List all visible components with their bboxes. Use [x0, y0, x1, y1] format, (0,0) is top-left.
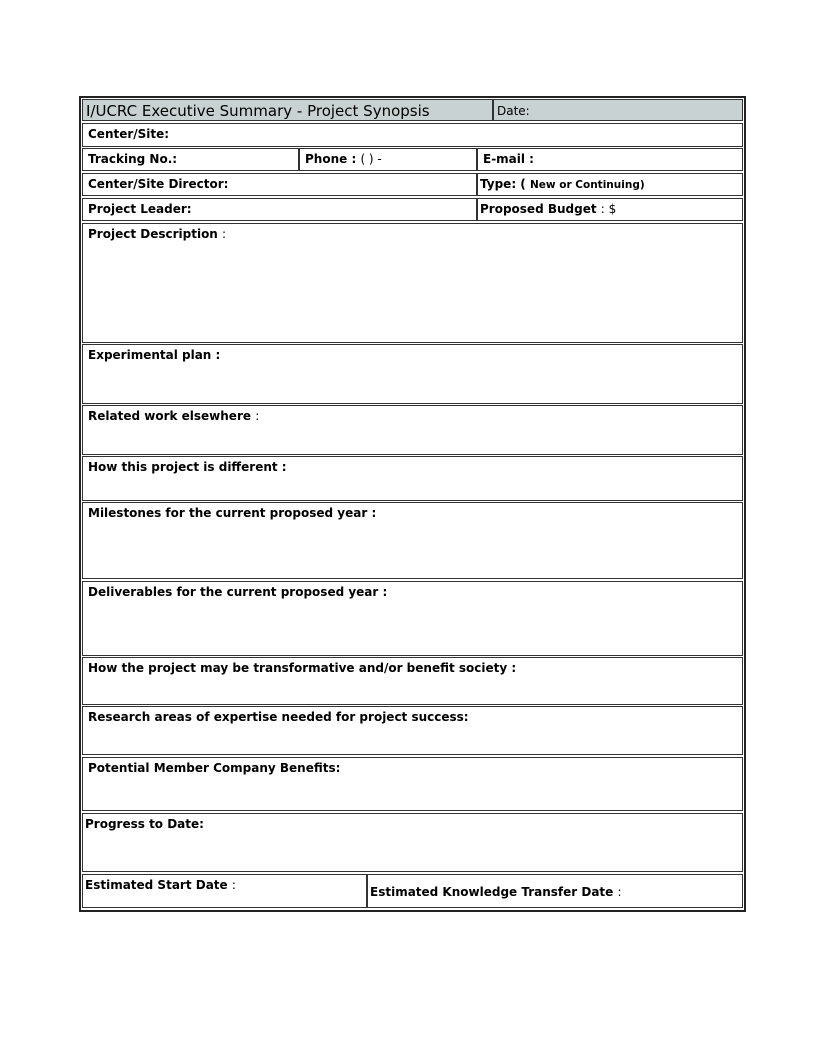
phone-format: ( ) -: [360, 152, 382, 166]
type-field[interactable]: [477, 173, 743, 196]
experimental-plan-label: Experimental plan :: [88, 348, 221, 362]
transfer-date-field[interactable]: [367, 874, 743, 908]
type-options: New or Continuing): [529, 179, 645, 191]
form-title: I/UCRC Executive Summary - Project Synopsis: [82, 99, 493, 121]
related-work-label: Related work elsewhere: [88, 409, 251, 423]
experimental-plan-field[interactable]: [82, 344, 743, 404]
phone-label: Phone :: [305, 152, 357, 166]
director-label: Center/Site Director:: [88, 177, 229, 191]
director-field[interactable]: [82, 173, 477, 196]
project-description-suffix: :: [222, 227, 227, 241]
transformative-field[interactable]: [82, 657, 743, 705]
how-different-field[interactable]: [82, 456, 743, 501]
project-leader-field[interactable]: [82, 198, 477, 221]
progress-label: Progress to Date:: [85, 817, 204, 831]
center-site-label: Center/Site:: [88, 127, 170, 141]
start-date-suffix: :: [231, 878, 236, 892]
date-field[interactable]: Date:: [493, 99, 743, 121]
budget-field[interactable]: [477, 198, 743, 221]
email-field[interactable]: [477, 148, 743, 171]
start-date-field[interactable]: [82, 874, 367, 908]
type-label: Type: (: [480, 177, 526, 191]
deliverables-field[interactable]: [82, 581, 743, 656]
milestones-field[interactable]: [82, 502, 743, 579]
phone-field[interactable]: [299, 148, 477, 171]
tracking-field[interactable]: [82, 148, 299, 171]
research-areas-label: Research areas of expertise needed for project success:: [88, 710, 469, 724]
milestones-label: Milestones for the current proposed year :: [88, 506, 377, 520]
how-different-label: How this project is different :: [88, 460, 287, 474]
tracking-label: Tracking No.:: [88, 152, 178, 166]
research-areas-field[interactable]: [82, 706, 743, 755]
deliverables-label: Deliverables for the current proposed year :: [88, 585, 388, 599]
budget-label: Proposed Budget: [480, 202, 597, 216]
transformative-label: How the project may be transformative and/or benefit society :: [88, 661, 517, 675]
project-description-field[interactable]: [82, 223, 743, 343]
related-work-field[interactable]: [82, 405, 743, 455]
progress-field[interactable]: [82, 813, 743, 872]
start-date-label: Estimated Start Date: [85, 878, 228, 892]
email-label: E-mail :: [483, 152, 534, 166]
center-site-field[interactable]: [82, 123, 743, 147]
budget-suffix: : $: [600, 202, 617, 216]
transfer-date-label: Estimated Knowledge Transfer Date: [370, 885, 614, 899]
related-work-suffix: :: [255, 409, 260, 423]
project-leader-label: Project Leader:: [88, 202, 192, 216]
member-benefits-field[interactable]: [82, 757, 743, 811]
member-benefits-label: Potential Member Company Benefits:: [88, 761, 341, 775]
project-description-label: Project Description: [88, 227, 218, 241]
transfer-date-suffix: :: [617, 885, 622, 899]
